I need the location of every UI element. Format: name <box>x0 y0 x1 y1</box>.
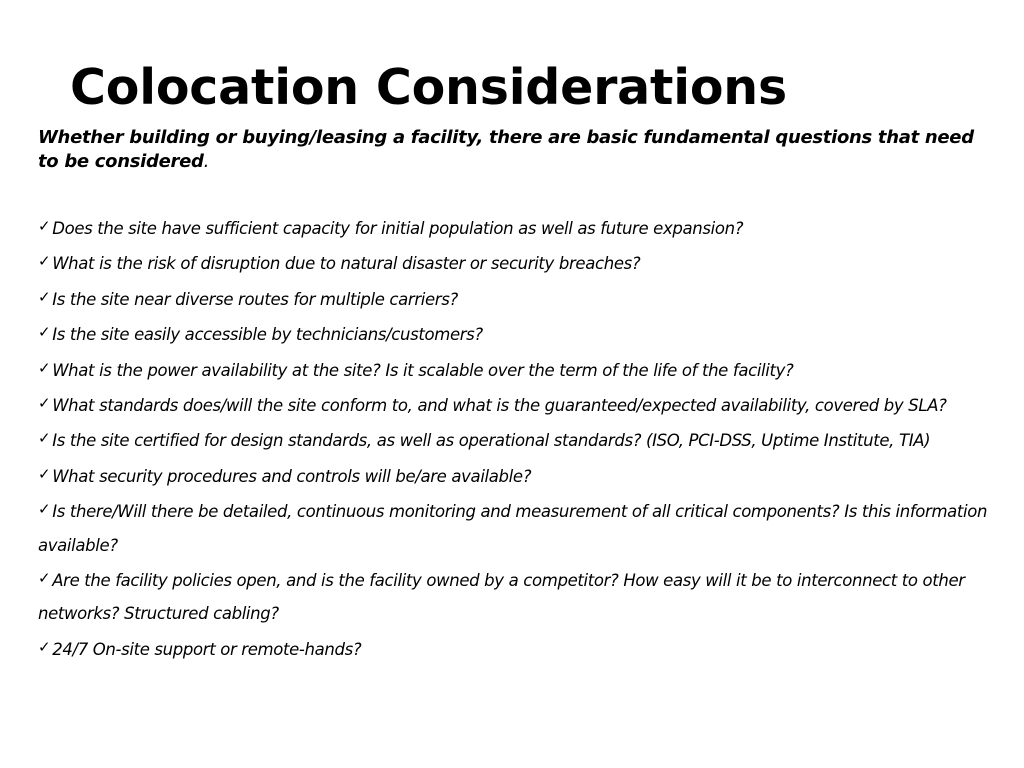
intro-text: Whether building or buying/leasing a facility, there are basic fundamental questions that need to be considered <box>38 127 974 172</box>
slide-title: Colocation Considerations <box>70 59 787 116</box>
considerations-checklist <box>38 210 998 666</box>
checklist-item <box>38 245 998 280</box>
checkmark-icon: ✓ <box>38 429 51 448</box>
checklist-item <box>38 631 998 666</box>
intro-paragraph <box>38 126 998 174</box>
checklist-item <box>38 562 998 631</box>
checklist-item <box>38 458 998 493</box>
checklist-item-text: What standards does/will the site conform to, and what is the guaranteed/expected availability, covered by SLA? <box>52 396 947 416</box>
checkmark-icon: ✓ <box>38 358 51 377</box>
checkmark-icon: ✓ <box>38 287 51 306</box>
checklist-item <box>38 493 998 562</box>
checklist-item-text: Is there/Will there be detailed, continuous monitoring and measurement of all critical components? Is this information available? <box>38 502 988 555</box>
checkmark-icon: ✓ <box>38 252 51 271</box>
checklist-item-text: Are the facility policies open, and is the facility owned by a competitor? How easy will it be to interconnect to other networks? Structured cabling? <box>38 571 965 624</box>
checklist-item <box>38 210 998 245</box>
checklist-item <box>38 281 998 316</box>
intro-period: . <box>203 151 210 172</box>
checklist-item-text: Is the site easily accessible by technicians/customers? <box>52 325 483 345</box>
checklist-item <box>38 352 998 387</box>
checklist-item-text: What is the risk of disruption due to natural disaster or security breaches? <box>52 254 641 274</box>
checkmark-icon: ✓ <box>38 217 51 235</box>
checklist-item <box>38 422 998 457</box>
checkmark-icon: ✓ <box>38 394 51 413</box>
checkmark-icon: ✓ <box>38 637 51 656</box>
checkmark-icon: ✓ <box>38 323 51 342</box>
checklist-item <box>38 387 998 422</box>
checklist-item-text: What security procedures and controls will be/are available? <box>52 466 532 486</box>
checkmark-icon: ✓ <box>38 464 51 483</box>
checklist-item-text: 24/7 On-site support or remote-hands? <box>52 639 362 659</box>
checklist-item-text: Is the site certified for design standards, as well as operational standards? (ISO, PCI-DSS, Uptime Institute, TIA) <box>52 431 931 451</box>
checklist-item-text: Does the site have sufficient capacity for initial population as well as future expansion? <box>52 219 744 238</box>
checkmark-icon: ✓ <box>38 500 51 519</box>
checklist-item-text: What is the power availability at the site? Is it scalable over the term of the life of the facility? <box>52 360 794 380</box>
checklist-item-text: Is the site near diverse routes for multiple carriers? <box>52 289 458 309</box>
checklist-item <box>38 316 998 351</box>
checkmark-icon: ✓ <box>38 569 51 588</box>
